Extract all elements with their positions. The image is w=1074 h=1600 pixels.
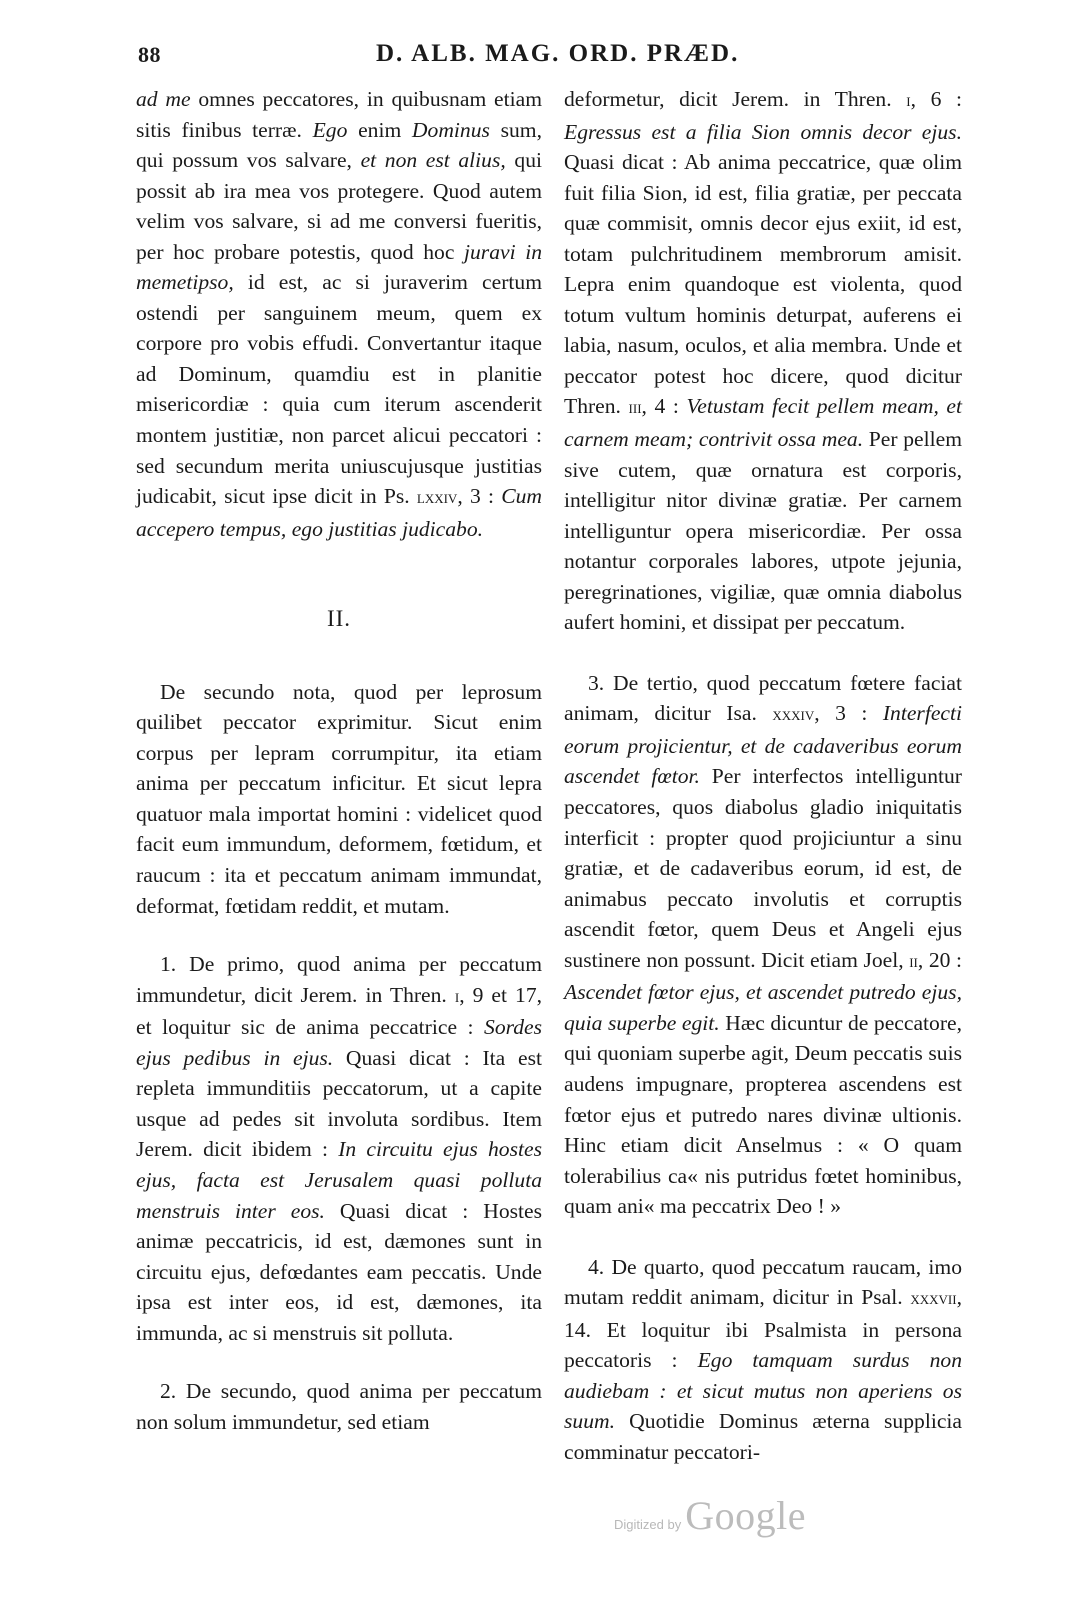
paragraph — [564, 668, 962, 1222]
text-run: deformetur, dicit Jerem. in Thren. — [564, 87, 907, 111]
italic-text: Dominus — [411, 117, 490, 142]
roman-numeral: xxxiv — [772, 704, 815, 726]
text-run: Per pellem sive cutem, quæ ornatura est corporis, intelligitur nitor divinæ gratiæ. Per carnem intelliguntur opera misericordiæ. Per ossa notantur corporales labores, utpote jejunia, peregrinationes, vigiliæ, quæ omnia diabolus aufert homini, et dissipat per peccatum. — [564, 427, 962, 635]
roman-numeral: lxxiv — [416, 487, 458, 509]
text-run: 2. De secundo, quod anima per peccatum non solum immundetur, sed etiam — [136, 1379, 542, 1434]
text-run: , 9 et 17, et loquitur sic de anima peccatrice : — [136, 982, 543, 1040]
section-heading: II. — [326, 606, 352, 632]
paragraph — [136, 677, 542, 921]
italic-text: Ego tamquam surdus non audiebam : et sicut mutus non aperiens os suum. — [564, 1348, 962, 1434]
paragraph — [136, 949, 542, 1348]
italic-text: Vetustam fecit pellem meam, et carnem meam; contrivit ossa mea. — [564, 394, 963, 452]
text-run: , 14. Et loquitur ibi Psalmista in persona peccatoris : — [564, 1285, 962, 1373]
text-run: , 6 : — [910, 87, 962, 111]
digitized-label: Digitized by — [614, 1517, 682, 1532]
text-run: 3. De tertio, quod peccatum fœtere faciat animam, dicitur Isa. — [564, 670, 962, 726]
paragraph — [136, 1376, 542, 1437]
text-run: omnes peccatores, in quibusnam etiam sitis finibus terræ. — [136, 87, 543, 142]
text-run: 4. De quarto, quod peccatum raucam, imo mutam reddit animam, dicitur in Psal. — [564, 1254, 962, 1310]
text-run: id est, ac si juraverim certum ostendi per sanguinem meum, quem ex corpore pro vobis effudi. Convertantur itaque ad Dominum, quamdiu est in planitie misericordiæ : quia cum iterum ascenderit montem justitiæ, non parcet alicui peccatori : sed secundum merita uniuscujusque justitias judicabit, sicut ipse dicit in Ps. — [136, 270, 542, 509]
text-run: Quasi dicat : Hostes animæ peccatricis, id est, dæmones sunt in circuitu ejus, defœdantes eam peccatis. Unde ipsa est inter eos, id est, dæmones, ita immunda, ac si menstruis sit polluta. — [136, 1198, 543, 1345]
text-run: sum, qui possum vos salvare, — [136, 117, 542, 173]
text-run: Quotidie Dominus æterna supplicia comminatur peccatori- — [564, 1409, 962, 1464]
text-run: , 20 : — [917, 947, 962, 972]
paragraph — [564, 84, 962, 638]
digitized-watermark — [614, 1492, 806, 1539]
italic-text: Egressus est a filia Sion omnis decor ejus. — [564, 119, 962, 144]
italic-text: juravi in memetipso, — [136, 239, 542, 295]
italic-text: Ascendet fœtor ejus, et ascendet putredo ejus, quia superbe egit. — [564, 980, 962, 1035]
italic-text: Sordes ejus pedibus in ejus. — [136, 1015, 542, 1070]
paragraph — [136, 84, 542, 544]
text-run: , 3 : — [814, 701, 883, 726]
right-column — [564, 84, 962, 1468]
text-run: 1. De primo, quod anima per peccatum immundetur, dicit Jerem. in Thren. — [136, 952, 542, 1007]
roman-numeral: xxxvii — [910, 1288, 957, 1310]
roman-numeral: i — [454, 985, 460, 1007]
italic-text: et non est alius, — [360, 148, 506, 173]
text-run: , 3 : — [457, 484, 502, 509]
italic-text: Cum accepero tempus, ego justitias judicabo. — [136, 484, 543, 541]
text-run: De secundo nota, quod per leprosum quilibet peccator exprimitur. Sicut enim corpus per lepram corrumpitur, ita etiam anima per peccatum inficitur. Et sicut lepra quatuor mala importat homini : videlicet quod facit eum immundum, deformem, fœtidum, et raucum : ita et peccatum animam immundat, deformat, fœtidam reddit, et mutam. — [136, 679, 542, 918]
text-run: Quasi dicat : Ita est repleta immunditiis peccatorum, ut a capite usque ad pedes sit involuta sordibus. Item Jerem. dicit ibidem : — [136, 1045, 542, 1162]
roman-numeral: ii — [909, 950, 918, 972]
text-run: , 4 : — [641, 394, 687, 419]
italic-text: In circuitu ejus hostes ejus, facta est Jerusalem quasi polluta menstruis inter eos. — [136, 1137, 542, 1223]
paragraph — [564, 1252, 962, 1468]
running-head: D. ALB. MAG. ORD. PRÆD. — [376, 40, 740, 67]
text-run: Quasi dicat : Ab anima peccatrice, quæ olim fuit filia Sion, id est, filia gratiæ, per peccata quæ commisit, omnis decor ejus exiit, id est, totam pulchritudinem membrorum amisit. Lepra enim quandoque est violenta, quod totum vultum hominis deturpat, auferens ei labia, nasum, oculos, et alia membra. Unde et peccator potest hoc dicere, quod dicitur Thren. — [564, 150, 962, 419]
text-run: Hæc dicuntur de peccatore, qui quoniam superbe agit, Deum peccatis suis audens impugnare, propterea ascendens est fœtor ejus et putredo nares divinæ ultionis. Hinc etiam dicit Anselmus : « O quam tolerabilius ca« nis putridus fœtet hominibus, quam ani« ma peccatrix Deo ! » — [564, 1010, 962, 1219]
roman-numeral: i — [906, 90, 911, 111]
text-run: Per interfectos intelliguntur peccatores, quos diabolus gladio iniquitatis interficit : propter quod projiciuntur a sinu gratiæ, et de cadaveribus eorum, id est, de animabus peccato involutis et corruptis ascendit fœtor, quem Deus et Angeli ejus sustinere non possunt. Dicit etiam Joel, — [564, 764, 962, 972]
google-logo: Google — [685, 1493, 806, 1538]
italic-text: ad me — [136, 87, 191, 111]
roman-numeral: iii — [628, 397, 642, 419]
page-number: 88 — [138, 42, 161, 67]
left-column — [136, 84, 542, 1437]
italic-text: Ego — [312, 117, 348, 142]
italic-text: Interfecti eorum projicientur, et de cadaveribus eorum ascendet fœtor. — [564, 701, 962, 789]
text-run: qui possit ab ira mea vos protegere. Quod autem velim vos salvare, si ad me conversi fueritis, per hoc probare potestis, quod hoc — [136, 148, 542, 264]
text-run: enim — [347, 117, 412, 142]
